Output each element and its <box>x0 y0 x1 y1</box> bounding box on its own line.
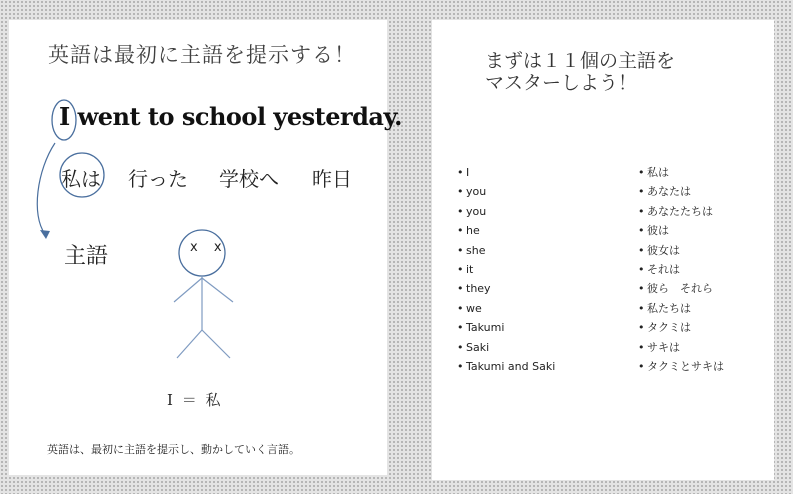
subject-label: 主語 <box>64 244 109 269</box>
english-subject-item-text: Takumi and Saki <box>466 359 556 373</box>
bullet-marker: • <box>638 282 645 296</box>
japanese-subject-item-text: タクミとサキは <box>647 359 724 373</box>
bullet-marker: • <box>638 243 645 257</box>
japanese-subject-item <box>638 357 724 376</box>
bullet-marker: • <box>638 340 645 354</box>
stick-figure-right-arm <box>202 278 233 302</box>
japanese-subject-item <box>638 182 724 201</box>
english-subject-item-text: he <box>466 224 480 238</box>
bullet-marker: • <box>638 321 645 335</box>
jp-word-gakkoue: 学校へ <box>219 167 279 191</box>
bullet-marker: • <box>638 166 645 179</box>
english-subject-item-text: you <box>466 204 487 218</box>
english-subject-item-text: Takumi <box>466 321 505 335</box>
english-subject-item <box>457 241 555 260</box>
stick-figure-right-leg <box>202 330 230 358</box>
english-subject-item <box>457 221 555 240</box>
japanese-subject-item <box>638 241 724 260</box>
bullet-marker: • <box>457 359 464 373</box>
english-subject-item-text: you <box>466 185 487 199</box>
english-subject-item-text: we <box>466 301 482 315</box>
japanese-subject-item <box>638 202 724 221</box>
japanese-subject-item-text: あなたは <box>647 185 691 199</box>
japanese-subject-item-text: あなたたちは <box>647 204 713 218</box>
stick-figure-left-leg <box>177 330 202 358</box>
japanese-subject-item <box>638 299 724 318</box>
slide-left-title: 英語は最初に主語を提示する！ <box>48 43 356 67</box>
slide-right-title-line-2: マスターしよう！ <box>485 72 638 94</box>
japanese-subject-item-text: 彼女は <box>647 243 680 257</box>
bullet-marker: • <box>638 185 645 199</box>
english-subject-item <box>457 357 555 376</box>
english-subject-item-text: I <box>466 166 470 179</box>
i-highlight-circle <box>52 100 76 140</box>
subject-arrow-head <box>40 230 50 239</box>
bullet-marker: • <box>457 224 464 238</box>
english-subject-item-text: Saki <box>466 340 490 354</box>
bullet-marker: • <box>457 340 464 354</box>
bullet-marker: • <box>638 359 645 373</box>
japanese-subject-item-text: 彼は <box>647 224 669 238</box>
slide-left-footer: 英語は、最初に主語を提示し、動かしていく言語。 <box>47 443 300 456</box>
english-subject-item <box>457 202 555 221</box>
japanese-subject-item <box>638 221 724 240</box>
bullet-marker: • <box>457 166 464 179</box>
japanese-subject-item <box>638 163 724 182</box>
stick-figure-left-arm <box>174 278 202 302</box>
english-subject-item <box>457 279 555 298</box>
slide-right-title <box>485 50 675 94</box>
bullet-marker: • <box>638 301 645 315</box>
japanese-subject-item <box>638 338 724 357</box>
subject-arrow <box>37 143 55 234</box>
bullet-marker: • <box>457 185 464 199</box>
english-subject-item <box>457 163 555 182</box>
watashiwa-highlight-circle <box>60 153 104 197</box>
english-subject-item <box>457 260 555 279</box>
bullet-marker: • <box>638 224 645 238</box>
english-subject-item <box>457 318 555 337</box>
jp-word-kinou: 昨日 <box>312 167 352 191</box>
english-subject-item-text: they <box>466 282 491 296</box>
japanese-subject-item-text: サキは <box>647 340 680 354</box>
japanese-subject-item-text: タクミは <box>647 321 691 335</box>
bullet-marker: • <box>457 282 464 296</box>
japanese-subject-item-text: 私たちは <box>647 301 691 315</box>
bullet-marker: • <box>638 262 645 276</box>
bullet-marker: • <box>457 204 464 218</box>
english-subject-item-text: it <box>466 262 474 276</box>
slide-right <box>432 20 774 480</box>
jp-word-itta: 行った <box>128 167 188 191</box>
bullet-marker: • <box>638 204 645 218</box>
bullet-marker: • <box>457 262 464 276</box>
slide-right-title-line-1: まずは１１個の主語を <box>485 50 676 72</box>
slide-left <box>9 20 403 475</box>
japanese-subject-item <box>638 260 724 279</box>
english-subject-item-text: she <box>466 243 486 257</box>
bullet-marker: • <box>457 243 464 257</box>
japanese-subject-item-text: 彼ら それら <box>647 282 713 296</box>
example-sentence: I went to school yesterday. <box>59 102 403 131</box>
bullet-marker: • <box>457 321 464 335</box>
english-subject-item <box>457 338 555 357</box>
japanese-subject-item-text: それは <box>647 262 680 276</box>
japanese-subject-list <box>638 163 724 376</box>
japanese-subject-item-text: 私は <box>647 166 669 179</box>
japanese-subject-item <box>638 279 724 298</box>
english-subject-list <box>457 163 555 376</box>
jp-word-watashiwa: 私は <box>61 167 101 191</box>
english-subject-item <box>457 299 555 318</box>
equation-i-equals-watashi: I ＝ 私 <box>167 391 223 409</box>
japanese-subject-item <box>638 318 724 337</box>
stick-figure-eyes: x x <box>190 240 228 255</box>
bullet-marker: • <box>457 301 464 315</box>
english-subject-item <box>457 182 555 201</box>
